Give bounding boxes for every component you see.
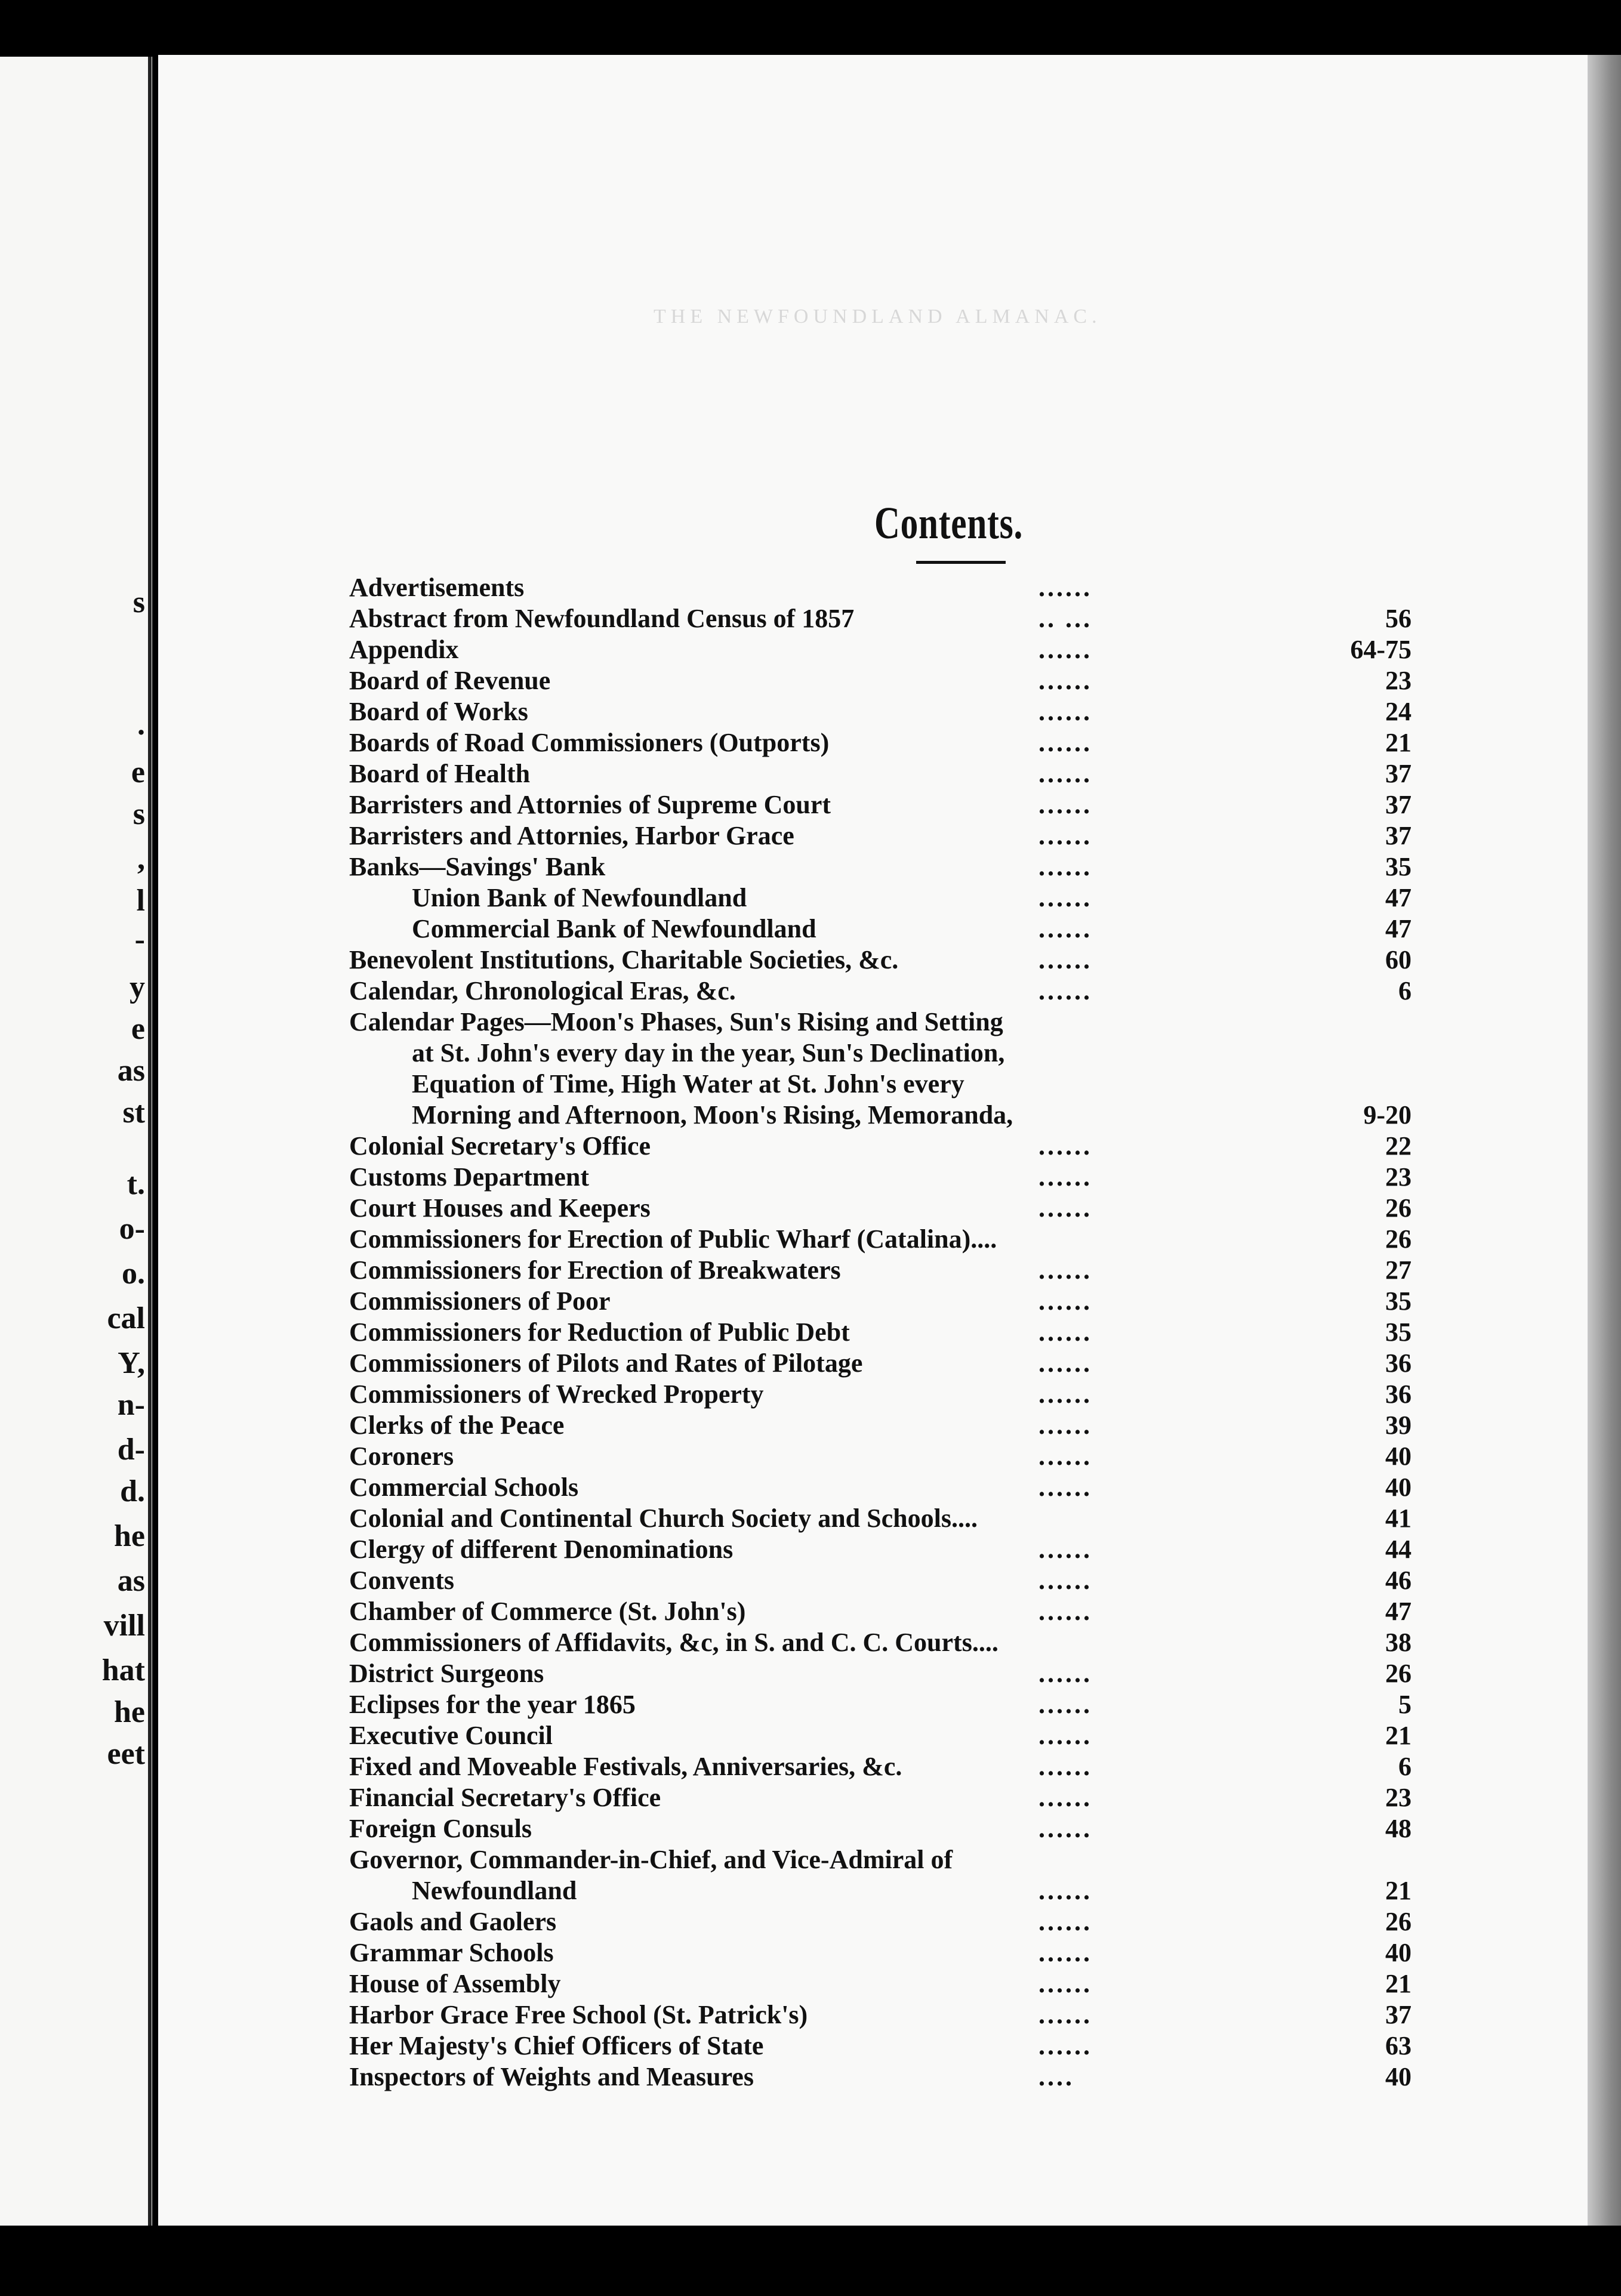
entry-label: Harbor Grace Free School (St. Patrick's) — [349, 2000, 808, 2029]
entry-page-number: 39 — [1385, 1411, 1412, 1440]
entry-page-number: 37 — [1385, 790, 1412, 819]
entry-label: Abstract from Newfoundland Census of 1857 — [349, 604, 855, 633]
facing-page-text-fragment: cal — [107, 1301, 145, 1335]
contents-entry — [158, 728, 1608, 758]
entry-page-number: 27 — [1385, 1255, 1412, 1285]
entry-label: Board of Works — [349, 697, 528, 726]
contents-entry — [158, 1938, 1608, 1968]
facing-page-text-fragment: d. — [120, 1474, 145, 1508]
contents-entry — [158, 976, 1608, 1006]
contents-entry — [158, 1814, 1608, 1844]
contents-entry — [158, 1752, 1608, 1782]
entry-leader-dots: ...... — [1038, 1752, 1092, 1781]
entry-label: Commercial Bank of Newfoundland — [412, 914, 816, 943]
contents-entry — [158, 2031, 1608, 2061]
facing-page-text-fragment: o. — [122, 1257, 145, 1291]
entry-page-number: 37 — [1385, 821, 1412, 850]
facing-page-text-fragment: . — [137, 708, 145, 742]
entry-label: Morning and Afternoon, Moon's Rising, Memoranda, — [412, 1100, 1013, 1130]
facing-page-text-fragment: y — [130, 970, 145, 1004]
entry-leader-dots: ...... — [1038, 1566, 1092, 1595]
entry-leader-dots: ...... — [1038, 1193, 1092, 1223]
entry-label: Governor, Commander-in-Chief, and Vice-Admiral of — [349, 1845, 953, 1874]
entry-leader-dots: ...... — [1038, 1348, 1092, 1378]
entry-label: House of Assembly — [349, 1969, 561, 1998]
entry-page-number: 40 — [1385, 1473, 1412, 1502]
show-through-header: THE NEWFOUNDLAND ALMANAC. — [654, 305, 1102, 328]
entry-leader-dots: ...... — [1038, 1783, 1092, 1812]
entry-page-number: 26 — [1385, 1224, 1412, 1254]
entry-label: Board of Health — [349, 759, 531, 788]
facing-page-text-fragment: e — [131, 755, 145, 789]
entry-label: Her Majesty's Chief Officers of State — [349, 2031, 764, 2060]
contents-entry — [158, 914, 1608, 944]
contents-entry — [158, 759, 1608, 789]
entry-label: Banks—Savings' Bank — [349, 852, 606, 881]
facing-page-text-fragment: as — [117, 1054, 145, 1088]
entry-leader-dots: ...... — [1038, 697, 1092, 726]
facing-page-fragment — [0, 57, 152, 2226]
entry-page-number: 21 — [1385, 728, 1412, 757]
entry-label: Grammar Schools — [349, 1938, 554, 1967]
facing-page-text-fragment: l — [136, 884, 145, 918]
contents-entry — [158, 1411, 1608, 1440]
entry-leader-dots: ...... — [1038, 914, 1092, 943]
entry-label: Equation of Time, High Water at St. John's every — [412, 1069, 964, 1098]
entry-label: Advertisements — [349, 573, 525, 602]
contents-entry — [158, 1007, 1608, 1037]
entry-leader-dots: ...... — [1038, 1162, 1092, 1192]
entry-leader-dots: ...... — [1038, 1690, 1092, 1719]
entry-page-number: 40 — [1385, 1442, 1412, 1471]
entry-leader-dots: ...... — [1038, 1473, 1092, 1502]
entry-label: Barristers and Attornies of Supreme Court — [349, 790, 831, 819]
entry-label: Commercial Schools — [349, 1473, 579, 1502]
contents-entry — [158, 573, 1608, 603]
entry-page-number: 35 — [1385, 1286, 1412, 1316]
entry-label: Commissioners for Erection of Public Wharf (Catalina).... — [349, 1224, 997, 1254]
entry-leader-dots: ...... — [1038, 759, 1092, 788]
entry-page-number: 6 — [1398, 976, 1412, 1005]
contents-entry — [158, 1907, 1608, 1937]
entry-leader-dots: ...... — [1038, 821, 1092, 850]
facing-page-text-fragment: , — [137, 842, 145, 876]
facing-page-text-fragment: he — [114, 1695, 145, 1729]
contents-entry — [158, 1442, 1608, 1471]
contents-entry — [158, 2000, 1608, 2030]
entry-leader-dots: ...... — [1038, 883, 1092, 912]
entry-page-number: 35 — [1385, 852, 1412, 881]
contents-entry — [158, 1783, 1608, 1813]
contents-entry — [158, 1224, 1608, 1254]
entry-leader-dots: ...... — [1038, 1286, 1092, 1316]
entry-page-number: 26 — [1385, 1193, 1412, 1223]
entry-label: Coroners — [349, 1442, 454, 1471]
facing-page-rule — [148, 57, 152, 2226]
facing-page-text-fragment: vill — [103, 1609, 145, 1643]
contents-entry — [158, 1597, 1608, 1627]
facing-page-text-fragment: - — [134, 922, 145, 956]
entry-label: Colonial Secretary's Office — [349, 1131, 651, 1161]
contents-list — [158, 55, 1608, 2226]
entry-label: Commissioners of Affidavits, &c, in S. and C. C. Courts.... — [349, 1628, 999, 1657]
entry-page-number: 23 — [1385, 1162, 1412, 1192]
contents-entry — [158, 1193, 1608, 1223]
facing-page-text-fragment: t. — [127, 1167, 145, 1201]
entry-label: Eclipses for the year 1865 — [349, 1690, 636, 1719]
entry-page-number: 6 — [1398, 1752, 1412, 1781]
contents-entry — [158, 790, 1608, 820]
entry-page-number: 9-20 — [1363, 1100, 1412, 1130]
entry-label: Calendar, Chronological Eras, &c. — [349, 976, 736, 1005]
contents-entry — [158, 1162, 1608, 1192]
entry-label: Board of Revenue — [349, 666, 551, 695]
entry-page-number: 46 — [1385, 1566, 1412, 1595]
entry-leader-dots: ...... — [1038, 1938, 1092, 1967]
facing-page-text-fragment: as — [117, 1564, 145, 1598]
entry-label: Colonial and Continental Church Society and Schools.... — [349, 1504, 978, 1533]
entry-leader-dots: ...... — [1038, 1659, 1092, 1688]
entry-leader-dots: ...... — [1038, 1255, 1092, 1285]
entry-leader-dots: ...... — [1038, 2000, 1092, 2029]
contents-entry — [158, 1690, 1608, 1720]
entry-leader-dots: ...... — [1038, 1411, 1092, 1440]
contents-entry — [158, 604, 1608, 634]
contents-page — [158, 55, 1608, 2226]
entry-leader-dots: ...... — [1038, 1442, 1092, 1471]
page-title: Contents. — [874, 498, 1024, 548]
entry-leader-dots: ...... — [1038, 2031, 1092, 2060]
contents-entry — [158, 1876, 1608, 1906]
contents-entry — [158, 1504, 1608, 1533]
entry-label: Commissioners of Pilots and Rates of Pilotage — [349, 1348, 863, 1378]
entry-label: Inspectors of Weights and Measures — [349, 2062, 754, 2091]
entry-leader-dots: ...... — [1038, 1721, 1092, 1750]
entry-leader-dots: ...... — [1038, 945, 1092, 974]
contents-entry — [158, 666, 1608, 696]
entry-label: Fixed and Moveable Festivals, Anniversaries, &c. — [349, 1752, 902, 1781]
contents-entry — [158, 1038, 1608, 1068]
entry-leader-dots: ...... — [1038, 1597, 1092, 1626]
facing-page-text-fragment: eet — [107, 1737, 145, 1771]
contents-entry — [158, 1380, 1608, 1409]
contents-entry — [158, 1317, 1608, 1347]
entry-page-number: 36 — [1385, 1348, 1412, 1378]
entry-label: Clerks of the Peace — [349, 1411, 565, 1440]
facing-page-text-fragment: Y, — [118, 1346, 145, 1380]
entry-label: Union Bank of Newfoundland — [412, 883, 747, 912]
contents-entry — [158, 1535, 1608, 1564]
entry-page-number: 26 — [1385, 1659, 1412, 1688]
entry-label: Commissioners for Erection of Breakwaters — [349, 1255, 841, 1285]
facing-page-text-fragment: n- — [117, 1388, 145, 1422]
entry-label: Commissioners for Reduction of Public Debt — [349, 1317, 850, 1347]
contents-entry — [158, 1628, 1608, 1658]
entry-page-number: 26 — [1385, 1907, 1412, 1936]
facing-page-text-fragment: s — [132, 797, 145, 831]
entry-page-number: 56 — [1385, 604, 1412, 633]
contents-entry — [158, 852, 1608, 882]
entry-page-number: 23 — [1385, 1783, 1412, 1812]
entry-page-number: 23 — [1385, 666, 1412, 695]
entry-page-number: 40 — [1385, 2062, 1412, 2091]
contents-entry — [158, 1348, 1608, 1378]
contents-entry — [158, 1131, 1608, 1161]
contents-entry — [158, 1566, 1608, 1596]
contents-entry — [158, 1255, 1608, 1285]
contents-entry — [158, 1659, 1608, 1689]
entry-leader-dots: ...... — [1038, 1814, 1092, 1843]
facing-page-text-fragment: he — [114, 1519, 145, 1553]
entry-label: Court Houses and Keepers — [349, 1193, 651, 1223]
entry-label: Benevolent Institutions, Charitable Societies, &c. — [349, 945, 899, 974]
entry-label: Calendar Pages—Moon's Phases, Sun's Rising and Setting — [349, 1007, 1003, 1036]
entry-leader-dots: .... — [1038, 2062, 1074, 2091]
entry-label: Newfoundland — [412, 1876, 577, 1905]
entry-page-number: 35 — [1385, 1317, 1412, 1347]
contents-entry — [158, 1100, 1608, 1130]
facing-page-text-fragment: s — [132, 585, 145, 619]
entry-page-number: 40 — [1385, 1938, 1412, 1967]
entry-label: Convents — [349, 1566, 455, 1595]
entry-page-number: 21 — [1385, 1876, 1412, 1905]
entry-leader-dots: ...... — [1038, 790, 1092, 819]
facing-page-text-fragment: st — [122, 1095, 145, 1130]
entry-page-number: 21 — [1385, 1721, 1412, 1750]
entry-leader-dots: ...... — [1038, 573, 1092, 602]
entry-label: Chamber of Commerce (St. John's) — [349, 1597, 746, 1626]
entry-label: Gaols and Gaolers — [349, 1907, 557, 1936]
entry-page-number: 37 — [1385, 759, 1412, 788]
entry-label: Barristers and Attornies, Harbor Grace — [349, 821, 794, 850]
entry-leader-dots: ...... — [1038, 728, 1092, 757]
entry-page-number: 41 — [1385, 1504, 1412, 1533]
entry-leader-dots: ...... — [1038, 1317, 1092, 1347]
contents-entry — [158, 821, 1608, 851]
entry-leader-dots: ...... — [1038, 1907, 1092, 1936]
contents-entry — [158, 2062, 1608, 2092]
contents-entry — [158, 1286, 1608, 1316]
entry-leader-dots: ...... — [1038, 1876, 1092, 1905]
contents-entry — [158, 1069, 1608, 1099]
entry-page-number: 47 — [1385, 1597, 1412, 1626]
entry-page-number: 47 — [1385, 883, 1412, 912]
entry-leader-dots: ...... — [1038, 852, 1092, 881]
entry-label: Commissioners of Poor — [349, 1286, 611, 1316]
entry-leader-dots: ...... — [1038, 1969, 1092, 1998]
entry-page-number: 22 — [1385, 1131, 1412, 1161]
entry-page-number: 47 — [1385, 914, 1412, 943]
entry-page-number: 5 — [1398, 1690, 1412, 1719]
entry-label: Customs Department — [349, 1162, 590, 1192]
contents-entry — [158, 1721, 1608, 1751]
entry-leader-dots: ...... — [1038, 1131, 1092, 1161]
contents-entry — [158, 883, 1608, 913]
entry-label: Foreign Consuls — [349, 1814, 532, 1843]
entry-page-number: 24 — [1385, 697, 1412, 726]
entry-label: Appendix — [349, 635, 459, 664]
contents-entry — [158, 1845, 1608, 1875]
contents-entry — [158, 697, 1608, 727]
entry-label: Boards of Road Commissioners (Outports) — [349, 728, 830, 757]
entry-label: Executive Council — [349, 1721, 553, 1750]
facing-page-text-fragment: hat — [101, 1653, 145, 1687]
entry-label: District Surgeons — [349, 1659, 544, 1688]
entry-leader-dots: ...... — [1038, 635, 1092, 664]
entry-page-number: 64-75 — [1350, 635, 1412, 664]
entry-page-number: 38 — [1385, 1628, 1412, 1657]
entry-label: Clergy of different Denominations — [349, 1535, 734, 1564]
contents-entry — [158, 635, 1608, 665]
entry-label: Commissioners of Wrecked Property — [349, 1380, 764, 1409]
contents-entry — [158, 1473, 1608, 1502]
entry-page-number: 36 — [1385, 1380, 1412, 1409]
entry-page-number: 60 — [1385, 945, 1412, 974]
entry-page-number: 44 — [1385, 1535, 1412, 1564]
entry-page-number: 37 — [1385, 2000, 1412, 2029]
entry-leader-dots: .. ... — [1038, 604, 1092, 633]
entry-leader-dots: ...... — [1038, 666, 1092, 695]
contents-entry — [158, 945, 1608, 975]
contents-entry — [158, 1969, 1608, 1999]
entry-page-number: 63 — [1385, 2031, 1412, 2060]
facing-page-text-fragment: o- — [119, 1212, 145, 1246]
entry-leader-dots: ...... — [1038, 1380, 1092, 1409]
entry-leader-dots: ...... — [1038, 1535, 1092, 1564]
facing-page-text-fragment: d- — [117, 1433, 145, 1467]
entry-leader-dots: ...... — [1038, 976, 1092, 1005]
entry-page-number: 21 — [1385, 1969, 1412, 1998]
entry-page-number: 48 — [1385, 1814, 1412, 1843]
entry-label: Financial Secretary's Office — [349, 1783, 661, 1812]
entry-label: at St. John's every day in the year, Sun's Declination, — [412, 1038, 1005, 1067]
facing-page-text-fragment: e — [131, 1012, 145, 1046]
